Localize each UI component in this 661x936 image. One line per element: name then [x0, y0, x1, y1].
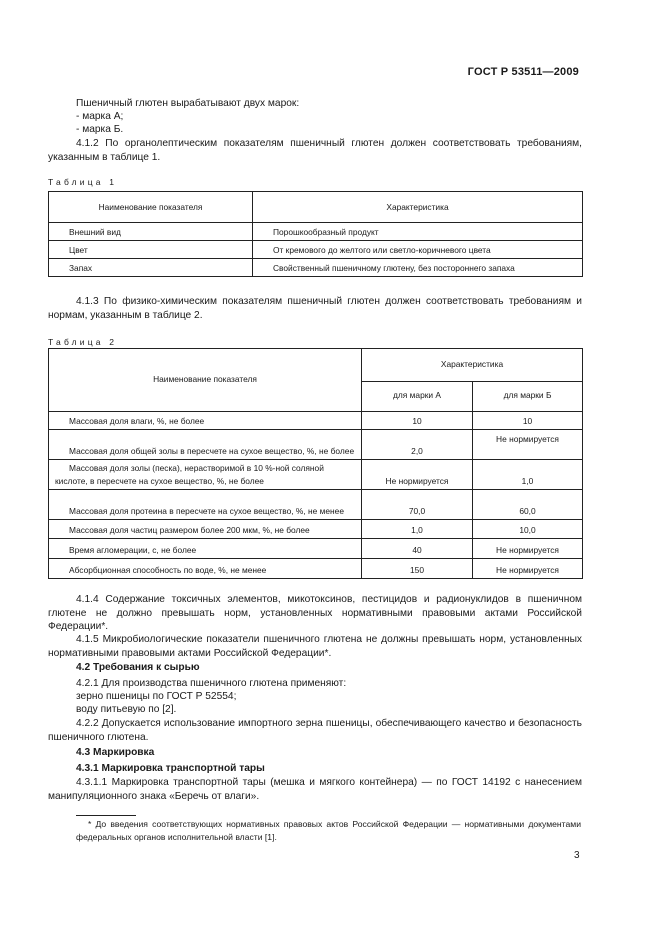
heading-4-3: 4.3 Маркировка [76, 747, 155, 758]
table2-cell-mark-b: Не нормируется [473, 430, 583, 460]
table1-header-row [49, 192, 583, 223]
table2-cell-name: Массовая доля золы (песка), нерастворимой в 10 %-ной соляной кислоте, в пересчете на сухое вещество, %, не более [49, 460, 362, 490]
table1-cell-name: Запах [49, 259, 253, 277]
table-row [49, 430, 583, 460]
table2-mark-a-header: для марки А [362, 382, 473, 412]
table2-characteristic-header: Характеристика [362, 349, 583, 382]
table-row [49, 412, 583, 430]
table-row [49, 520, 583, 539]
mark-b-item: - марка Б. [76, 124, 124, 135]
table1-cell-value: Свойственный пшеничному глютену, без постороннего запаха [253, 259, 583, 277]
table2-cell-mark-a: 10 [362, 412, 473, 430]
table2-mark-b-header: для марки Б [473, 382, 583, 412]
table1-cell-name: Цвет [49, 241, 253, 259]
table2-cell-mark-b: Не нормируется [473, 539, 583, 559]
table1-col-characteristic-header: Характеристика [253, 192, 583, 223]
table2-cell-mark-a: 150 [362, 559, 473, 579]
table-row [49, 241, 583, 259]
heading-4-3-1: 4.3.1 Маркировка транспортной тары [76, 763, 265, 774]
table-row [49, 259, 583, 277]
table-row [49, 539, 583, 559]
table2-header-row [49, 349, 583, 382]
table1-cell-value: От кремового до желтого или светло-коричневого цвета [253, 241, 583, 259]
paragraph-4-1-4: 4.1.4 Содержание токсичных элементов, микотоксинов, пестицидов и радионуклидов в пшеничном глютене не должно превышать норм, установленных нормативными правовыми актами Российской Федерации*. [48, 594, 582, 632]
table2-cell-mark-a: 70,0 [362, 490, 473, 520]
table1-caption: Таблица 1 [48, 177, 118, 187]
paragraph-4-2-2: 4.2.2 Допускается использование импортного зерна пшеницы, обеспечивающего качество и безопасность пшеничного глютена. [48, 718, 582, 743]
table2-cell-mark-a: 1,0 [362, 520, 473, 539]
table2-cell-name: Массовая доля общей золы в пересчете на сухое вещество, %, не более [49, 430, 362, 460]
table-1 [48, 191, 583, 277]
table2-cell-name: Абсорбционная способность по воде, %, не менее [49, 559, 362, 579]
table2-cell-mark-a: 40 [362, 539, 473, 559]
paragraph-4-2-1-water: воду питьевую по [2]. [76, 704, 177, 715]
table2-cell-mark-a: Не нормируется [362, 460, 473, 490]
footnote-divider [76, 815, 136, 816]
table2-caption: Таблица 2 [48, 337, 118, 347]
paragraph-4-2-1-grain: зерно пшеницы по ГОСТ Р 52554; [76, 691, 237, 702]
table1-col-name-header: Наименование показателя [49, 192, 253, 223]
table2-cell-mark-b: 10 [473, 412, 583, 430]
table2-cell-mark-b: 10,0 [473, 520, 583, 539]
paragraph-4-1-2: 4.1.2 По органолептическим показателям пшеничный глютен должен соответствовать требованиям, указанным в таблице 1. [48, 138, 582, 163]
paragraph-4-1-3: 4.1.3 По физико-химическим показателям пшеничный глютен должен соответствовать требованиям и нормам, указанным в таблице 2. [48, 296, 582, 321]
table-row [49, 490, 583, 520]
table-row [49, 223, 583, 241]
table2-cell-name: Массовая доля влаги, %, не более [49, 412, 362, 430]
table1-cell-value: Порошкообразный продукт [253, 223, 583, 241]
table2-cell-mark-b: 60,0 [473, 490, 583, 520]
footnote: * До введения соответствующих нормативных правовых актов Российской Федерации — нормативными документами федеральных органов исполнительной власти [1]. [76, 819, 581, 842]
paragraph-4-1-5: 4.1.5 Микробиологические показатели пшеничного глютена не должны превышать норм, установленных нормативными правовыми актами Российской Федерации*. [48, 634, 582, 659]
table-2 [48, 348, 583, 579]
table2-col-name-header: Наименование показателя [49, 349, 362, 412]
document-code: ГОСТ Р 53511—2009 [467, 66, 579, 78]
table2-cell-mark-b: Не нормируется [473, 559, 583, 579]
table2-cell-mark-a: 2,0 [362, 430, 473, 460]
marks-intro: Пшеничный глютен вырабатывают двух марок: [76, 98, 300, 109]
paragraph-4-3-1-1: 4.3.1.1 Маркировка транспортной тары (мешка и мягкого контейнера) — по ГОСТ 14192 с нанесением манипуляционного знака «Беречь от влаги». [48, 777, 582, 802]
heading-4-2: 4.2 Требования к сырью [76, 662, 200, 673]
table1-cell-name: Внешний вид [49, 223, 253, 241]
mark-a-item: - марка А; [76, 111, 124, 122]
table-row [49, 559, 583, 579]
table-row [49, 460, 583, 490]
table2-cell-mark-b: 1,0 [473, 460, 583, 490]
table2-cell-name: Массовая доля протеина в пересчете на сухое вещество, %, не менее [49, 490, 362, 520]
table2-cell-name: Время агломерации, с, не более [49, 539, 362, 559]
table2-cell-name: Массовая доля частиц размером более 200 мкм, %, не более [49, 520, 362, 539]
paragraph-4-2-1: 4.2.1 Для производства пшеничного глютена применяют: [76, 678, 347, 689]
page-number: 3 [574, 850, 580, 861]
